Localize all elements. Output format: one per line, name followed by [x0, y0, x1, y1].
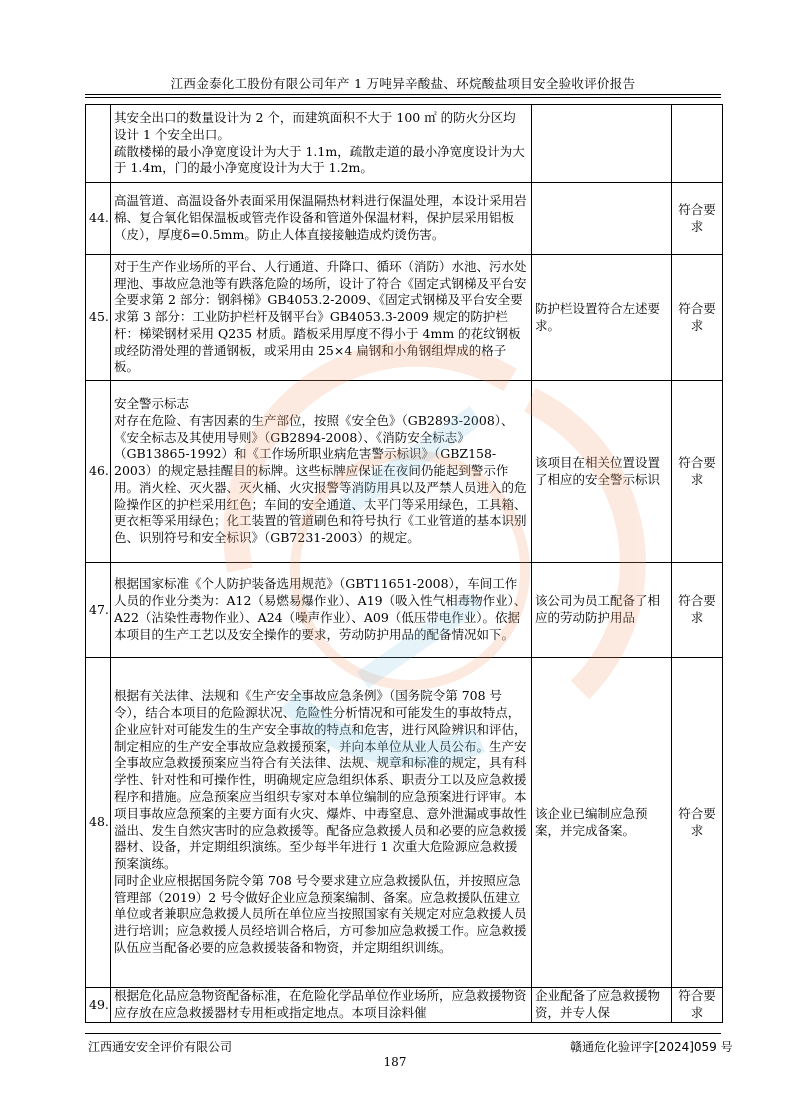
table-row	[86, 988, 723, 1023]
row-result	[672, 105, 723, 183]
description-paragraph: 安全警示标志	[114, 395, 190, 411]
row-description	[111, 105, 532, 183]
page-header-title: 江西金泰化工股份有限公司年产 1 万吨异辛酸盐、环烷酸盐项目安全验收评价报告	[170, 76, 636, 91]
header-rule-thin	[85, 97, 721, 98]
table-row	[86, 563, 723, 658]
description-paragraph: 根据有关法律、法规和《生产安全事故应急条例》（国务院令第 708 号令），结合本项目的危险源状况、危险性分析情况和可能发生的事故特点，企业应针对可能发生的生产安全事故的特点和危害，进行风险辨识和评估，制定相应的生产安全事故应急救援预案，并向本单位从业人员公布。生产安全事故应急救援预案应当符合有关法律、法规、规章和标准的规定，具有科学性、针对性和可操作性，明确规定应急组织体系、职责分工以及应急救援程序和措施。应急预案应当组织专家对本单位编制的应急预案进行评审。本项目事故应急预案的主要方面有火灾、爆炸、中毒窒息、意外泄漏或事故性溢出、发生自然灾害时的应急救援等。配备应急救援人员和必要的应急救援器材、设备，并定期组织演练。至少每半年进行 1 次重大危险源应急救援预案演练。	[114, 688, 527, 872]
row-result: 符合要求	[672, 658, 723, 988]
row-result: 符合要求	[672, 183, 723, 255]
row-description	[111, 255, 532, 381]
row-result: 符合要求	[672, 255, 723, 381]
table-row	[86, 105, 723, 183]
description-paragraph: 对于生产作业场所的平台、人行通道、升降口、循环（消防）水池、污水处理池、事故应急池等有跌落危险的场所，设计了符合《固定式钢梯及平台安全要求第 2 部分：钢斜梯》GB4053.2-2009、《固定式钢梯及平台安全要求第 3 部分：工业防护栏杆及钢平台》GB4053.3-2009 规定的防护栏杆：梯梁钢材采用 Q235 材质。踏板采用厚度不得小于 4mm 的花纹钢板或经防滑处理的普通钢板，或采用由 25×4 扁钢和小角钢组焊成的格子板。	[114, 258, 527, 375]
description-paragraph: 疏散楼梯的最小净宽度设计为大于 1.1m，疏散走道的最小净宽度设计为大于 1.4m，门的最小净宽度设计为大于 1.2m。	[114, 143, 525, 176]
row-implementation	[532, 105, 672, 183]
row-description	[111, 381, 532, 563]
footer-company: 江西通安安全评价有限公司	[88, 1040, 233, 1054]
row-result: 符合要求	[672, 563, 723, 658]
evaluation-table	[85, 104, 723, 1023]
footer-doc-number: 赣通危化验评字[2024]059 号	[570, 1040, 733, 1054]
row-number: 47.	[86, 563, 111, 658]
row-implementation: 防护栏设置符合左述要求。	[532, 255, 672, 381]
table-row	[86, 381, 723, 563]
row-number: 46.	[86, 381, 111, 563]
header-rule	[85, 94, 721, 95]
row-number: 48.	[86, 658, 111, 988]
row-number	[86, 105, 111, 183]
row-description	[111, 563, 532, 658]
table-row	[86, 255, 723, 381]
description-paragraph: 高温管道、高温设备外表面采用保温隔热材料进行保温处理，本设计采用岩棉、复合氧化铝保温板或管壳作设备和管道外保温材料，保护层采用铝板（皮），厚度δ=0.5mm。防止人体直接接触造成灼烫伤害。	[114, 193, 527, 242]
row-implementation: 该项目在相关位置设置了相应的安全警示标识	[532, 381, 672, 563]
row-result: 符合要求	[672, 988, 723, 1023]
row-description	[111, 183, 532, 255]
page-number: 187	[383, 1055, 407, 1069]
row-result: 符合要求	[672, 381, 723, 563]
row-implementation: 企业配备了应急救援物资，并专人保	[532, 988, 672, 1023]
description-paragraph: 同时企业应根据国务院令第 708 号令要求建立应急救援队伍，并按照应急管理部（2019）2 号令做好企业应急预案编制、备案。应急救援队伍建立单位或者兼职应急救援人员所在单位应当按照国家有关规定对应急救援人员进行培训；应急救援人员经培训合格后，方可参加应急救援工作。应急救援队伍应当配备必要的应急救援装备和物资，并定期组织训练。	[114, 872, 527, 956]
row-implementation: 该公司为员工配备了相应的劳动防护用品	[532, 563, 672, 658]
description-paragraph: 根据危化品应急物资配备标准，在危险化学品单位作业场所，应急救援物资应存放在应急救援器材专用柜或指定地点。本项目涂料催	[114, 988, 527, 1020]
description-paragraph: 根据国家标准《个人防护装备选用规范》（GBT11651-2008），车间工作人员的作业分类为：A12（易燃易爆作业）、A19（吸入性气相毒物作业）、A22（沾染性毒物作业）、A24（噪声作业）、A09（低压带电作业）。依据本项目的生产工艺以及安全操作的要求，劳动防护用品的配备情况如下。	[114, 576, 527, 642]
row-number: 49.	[86, 988, 111, 1023]
row-number: 44.	[86, 183, 111, 255]
row-description	[111, 988, 532, 1023]
row-description	[111, 658, 532, 988]
row-implementation	[532, 183, 672, 255]
row-number: 45.	[86, 255, 111, 381]
table-row	[86, 658, 723, 988]
description-paragraph: 对存在危险、有害因素的生产部位，按照《安全色》（GB2893-2008）、《安全标志及其使用导则》（GB2894-2008）、《消防安全标志》（GB13865-1992）和《工作场所职业病危害警示标识》（GBZ158-2003）的规定悬挂醒目的标牌。这些标牌应保证在夜间仍能起到警示作用。消火栓、灭火器、灭火桶、火灾报警等消防用具以及严禁人员进入的危险操作区的护栏采用红色；车间的安全通道、太平门等采用绿色，工具箱、更衣柜等采用绿色；化工装置的管道刷色和符号执行《工业管道的基本识别色、识别符号和安全标识》（GB7231-2003）的规定。	[114, 412, 527, 546]
row-implementation: 该企业已编制应急预案，并完成备案。	[532, 658, 672, 988]
footer-rule	[85, 1033, 721, 1034]
description-paragraph: 其安全出口的数量设计为 2 个，而建筑面积不大于 100 ㎡ 的防火分区均设计 1 个安全出口。	[114, 109, 516, 142]
table-row	[86, 183, 723, 255]
